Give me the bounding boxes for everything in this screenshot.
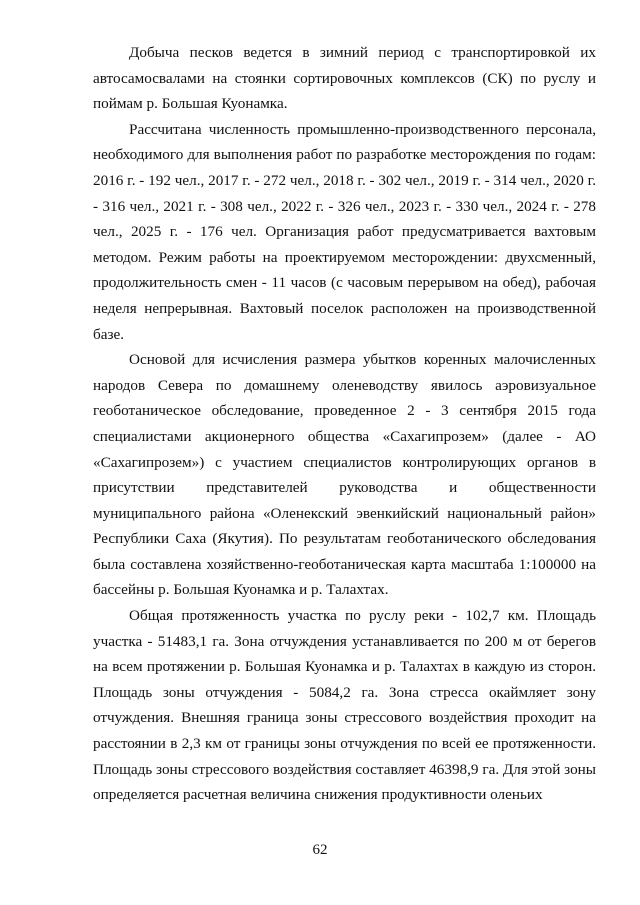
- paragraph-survey: Основой для исчисления размера убытков коренных малочисленных народов Севера по домашнему оленеводству явилось аэровизуальное геоботаническое обследование, проведенное 2 - 3 сентября 2015 года специалистами акционерного общества «Сахагипрозем» (далее - АО «Сахагипрозем») с участием специалистов контролирующих органов в присутствии представителей руководства и общественности муниципального района «Оленекский эвенкийский национальный район» Республики Саха (Якутия). По результатам геоботанического обследования была составлена хозяйственно-геоботаническая карта масштаба 1:100000 на бассейны р. Большая Куонамка и р. Талахтах.: [93, 351, 596, 599]
- body-text: [93, 40, 596, 808]
- paragraph-zones: Общая протяженность участка по руслу реки - 102,7 км. Площадь участка - 51483,1 га. Зона отчуждения устанавливается по 200 м от берегов на всем протяжении р. Большая Куонамка и р. Талахтах в каждую из сторон. Площадь зоны отчуждения - 5084,2 га. Зона стресса окаймляет зону отчуждения. Внешняя граница зоны стрессового воздействия проходит на расстоянии в 2,3 км от границы зоны отчуждения по всей ее протяженности. Площадь зоны стрессового воздействия составляет 46398,9 га. Для этой зоны определяется расчетная величина снижения продуктивности оленьих: [93, 607, 596, 804]
- paragraph-personnel: Рассчитана численность промышленно-производственного персонала, необходимого для выполнения работ по разработке месторождения по годам: 2016 г. - 192 чел., 2017 г. - 272 чел., 2018 г. - 302 чел., 2019 г. - 314 чел., 2020 г. - 316 чел., 2021 г. - 308 чел., 2022 г. - 326 чел., 2023 г. - 330 чел., 2024 г. - 278 чел., 2025 г. - 176 чел. Организация работ предусматривается вахтовым методом. Режим работы на проектируемом месторождении: двухсменный, продолжительность смен - 11 часов (с часовым перерывом на обед), рабочая неделя непрерывная. Вахтовый поселок расположен на производственной базе.: [93, 120, 596, 343]
- paragraph-sand-mining: Добыча песков ведется в зимний период с транспортировкой их автосамосвалами на стоянки сортировочных комплексов (СК) по руслу и поймам р. Большая Куонамка.: [93, 44, 596, 113]
- page-number: 62: [312, 842, 328, 858]
